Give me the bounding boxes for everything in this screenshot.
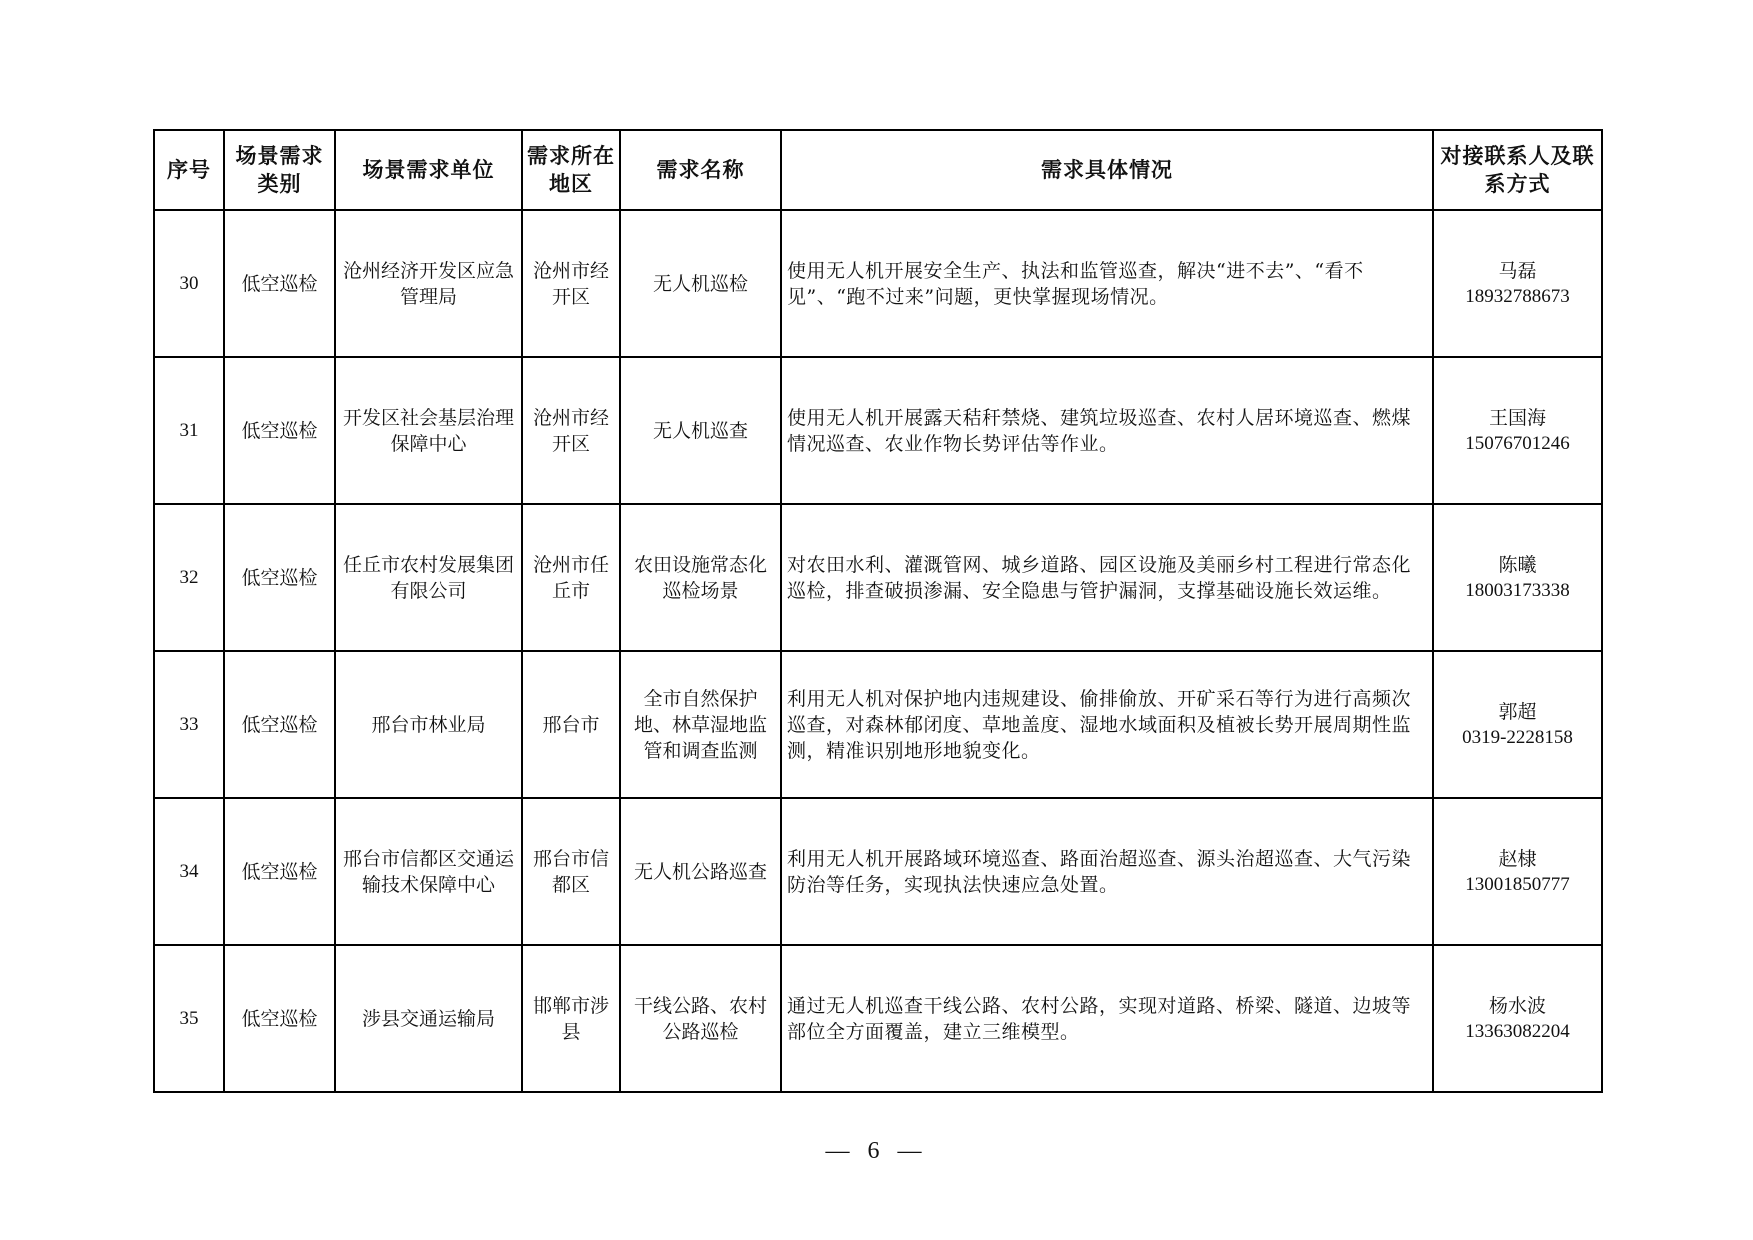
table-header-row <box>154 130 1602 210</box>
cell-contact <box>1433 504 1602 651</box>
cell-category: 低空巡检 <box>224 210 335 357</box>
cell-location: 沧州市任丘市 <box>522 504 620 651</box>
cell-unit: 任丘市农村发展集团有限公司 <box>335 504 522 651</box>
contact-phone: 13001850777 <box>1465 873 1570 895</box>
table-row <box>154 651 1602 798</box>
header-unit: 场景需求单位 <box>335 130 522 210</box>
cell-contact <box>1433 210 1602 357</box>
cell-detail: 利用无人机对保护地内违规建设、偷排偷放、开矿采石等行为进行高频次巡查，对森林郁闭度、草地盖度、湿地水域面积及植被长势开展周期性监测，精准识别地形地貌变化。 <box>781 651 1433 798</box>
header-seq: 序号 <box>154 130 224 210</box>
contact-name: 郭超 <box>1498 700 1537 723</box>
cell-category: 低空巡检 <box>224 651 335 798</box>
page-number: — 6 — <box>825 1138 928 1164</box>
contact-phone: 0319-2228158 <box>1462 726 1573 748</box>
requirements-table <box>153 129 1603 1093</box>
contact-name: 杨水波 <box>1488 994 1546 1017</box>
cell-unit: 邢台市林业局 <box>335 651 522 798</box>
table-row <box>154 798 1602 945</box>
contact-name: 王国海 <box>1488 406 1546 429</box>
contact-name: 陈曦 <box>1498 553 1537 576</box>
contact-phone: 13363082204 <box>1465 1020 1570 1042</box>
cell-seq: 33 <box>154 651 224 798</box>
header-name: 需求名称 <box>620 130 781 210</box>
cell-detail: 对农田水利、灌溉管网、城乡道路、园区设施及美丽乡村工程进行常态化巡检，排查破损渗漏、安全隐患与管护漏洞，支撑基础设施长效运维。 <box>781 504 1433 651</box>
table-row <box>154 357 1602 504</box>
cell-detail: 使用无人机开展安全生产、执法和监管巡查，解决“进不去”、“看不见”、“跑不过来”问题，更快掌握现场情况。 <box>781 210 1433 357</box>
cell-category: 低空巡检 <box>224 357 335 504</box>
cell-location: 沧州市经开区 <box>522 357 620 504</box>
cell-unit: 沧州经济开发区应急管理局 <box>335 210 522 357</box>
cell-contact <box>1433 651 1602 798</box>
contact-phone: 18932788673 <box>1465 285 1570 307</box>
cell-category: 低空巡检 <box>224 945 335 1092</box>
cell-unit: 开发区社会基层治理保障中心 <box>335 357 522 504</box>
header-location: 需求所在地区 <box>522 130 620 210</box>
cell-unit: 涉县交通运输局 <box>335 945 522 1092</box>
header-category: 场景需求类别 <box>224 130 335 210</box>
cell-contact <box>1433 357 1602 504</box>
cell-seq: 34 <box>154 798 224 945</box>
cell-location: 邢台市 <box>522 651 620 798</box>
contact-name: 赵棣 <box>1498 847 1537 870</box>
cell-detail: 使用无人机开展露天秸秆禁烧、建筑垃圾巡查、农村人居环境巡查、燃煤情况巡查、农业作物长势评估等作业。 <box>781 357 1433 504</box>
table-row <box>154 210 1602 357</box>
table-row <box>154 504 1602 651</box>
cell-name: 无人机巡查 <box>620 357 781 504</box>
cell-seq: 35 <box>154 945 224 1092</box>
header-contact: 对接联系人及联系方式 <box>1433 130 1602 210</box>
cell-detail: 通过无人机巡查干线公路、农村公路，实现对道路、桥梁、隧道、边坡等部位全方面覆盖，建立三维模型。 <box>781 945 1433 1092</box>
cell-contact <box>1433 798 1602 945</box>
cell-category: 低空巡检 <box>224 504 335 651</box>
contact-phone: 18003173338 <box>1465 579 1570 601</box>
cell-location: 邯郸市涉县 <box>522 945 620 1092</box>
contact-name: 马磊 <box>1498 259 1537 282</box>
cell-seq: 32 <box>154 504 224 651</box>
cell-detail: 利用无人机开展路域环境巡查、路面治超巡查、源头治超巡查、大气污染防治等任务，实现执法快速应急处置。 <box>781 798 1433 945</box>
cell-seq: 30 <box>154 210 224 357</box>
cell-category: 低空巡检 <box>224 798 335 945</box>
cell-name: 全市自然保护地、林草湿地监管和调查监测 <box>620 651 781 798</box>
cell-name: 干线公路、农村公路巡检 <box>620 945 781 1092</box>
cell-name: 农田设施常态化巡检场景 <box>620 504 781 651</box>
cell-name: 无人机公路巡查 <box>620 798 781 945</box>
cell-location: 邢台市信都区 <box>522 798 620 945</box>
contact-phone: 15076701246 <box>1465 432 1570 454</box>
cell-unit: 邢台市信都区交通运输技术保障中心 <box>335 798 522 945</box>
table-row <box>154 945 1602 1092</box>
cell-contact <box>1433 945 1602 1092</box>
cell-location: 沧州市经开区 <box>522 210 620 357</box>
header-detail: 需求具体情况 <box>781 130 1433 210</box>
cell-seq: 31 <box>154 357 224 504</box>
cell-name: 无人机巡检 <box>620 210 781 357</box>
